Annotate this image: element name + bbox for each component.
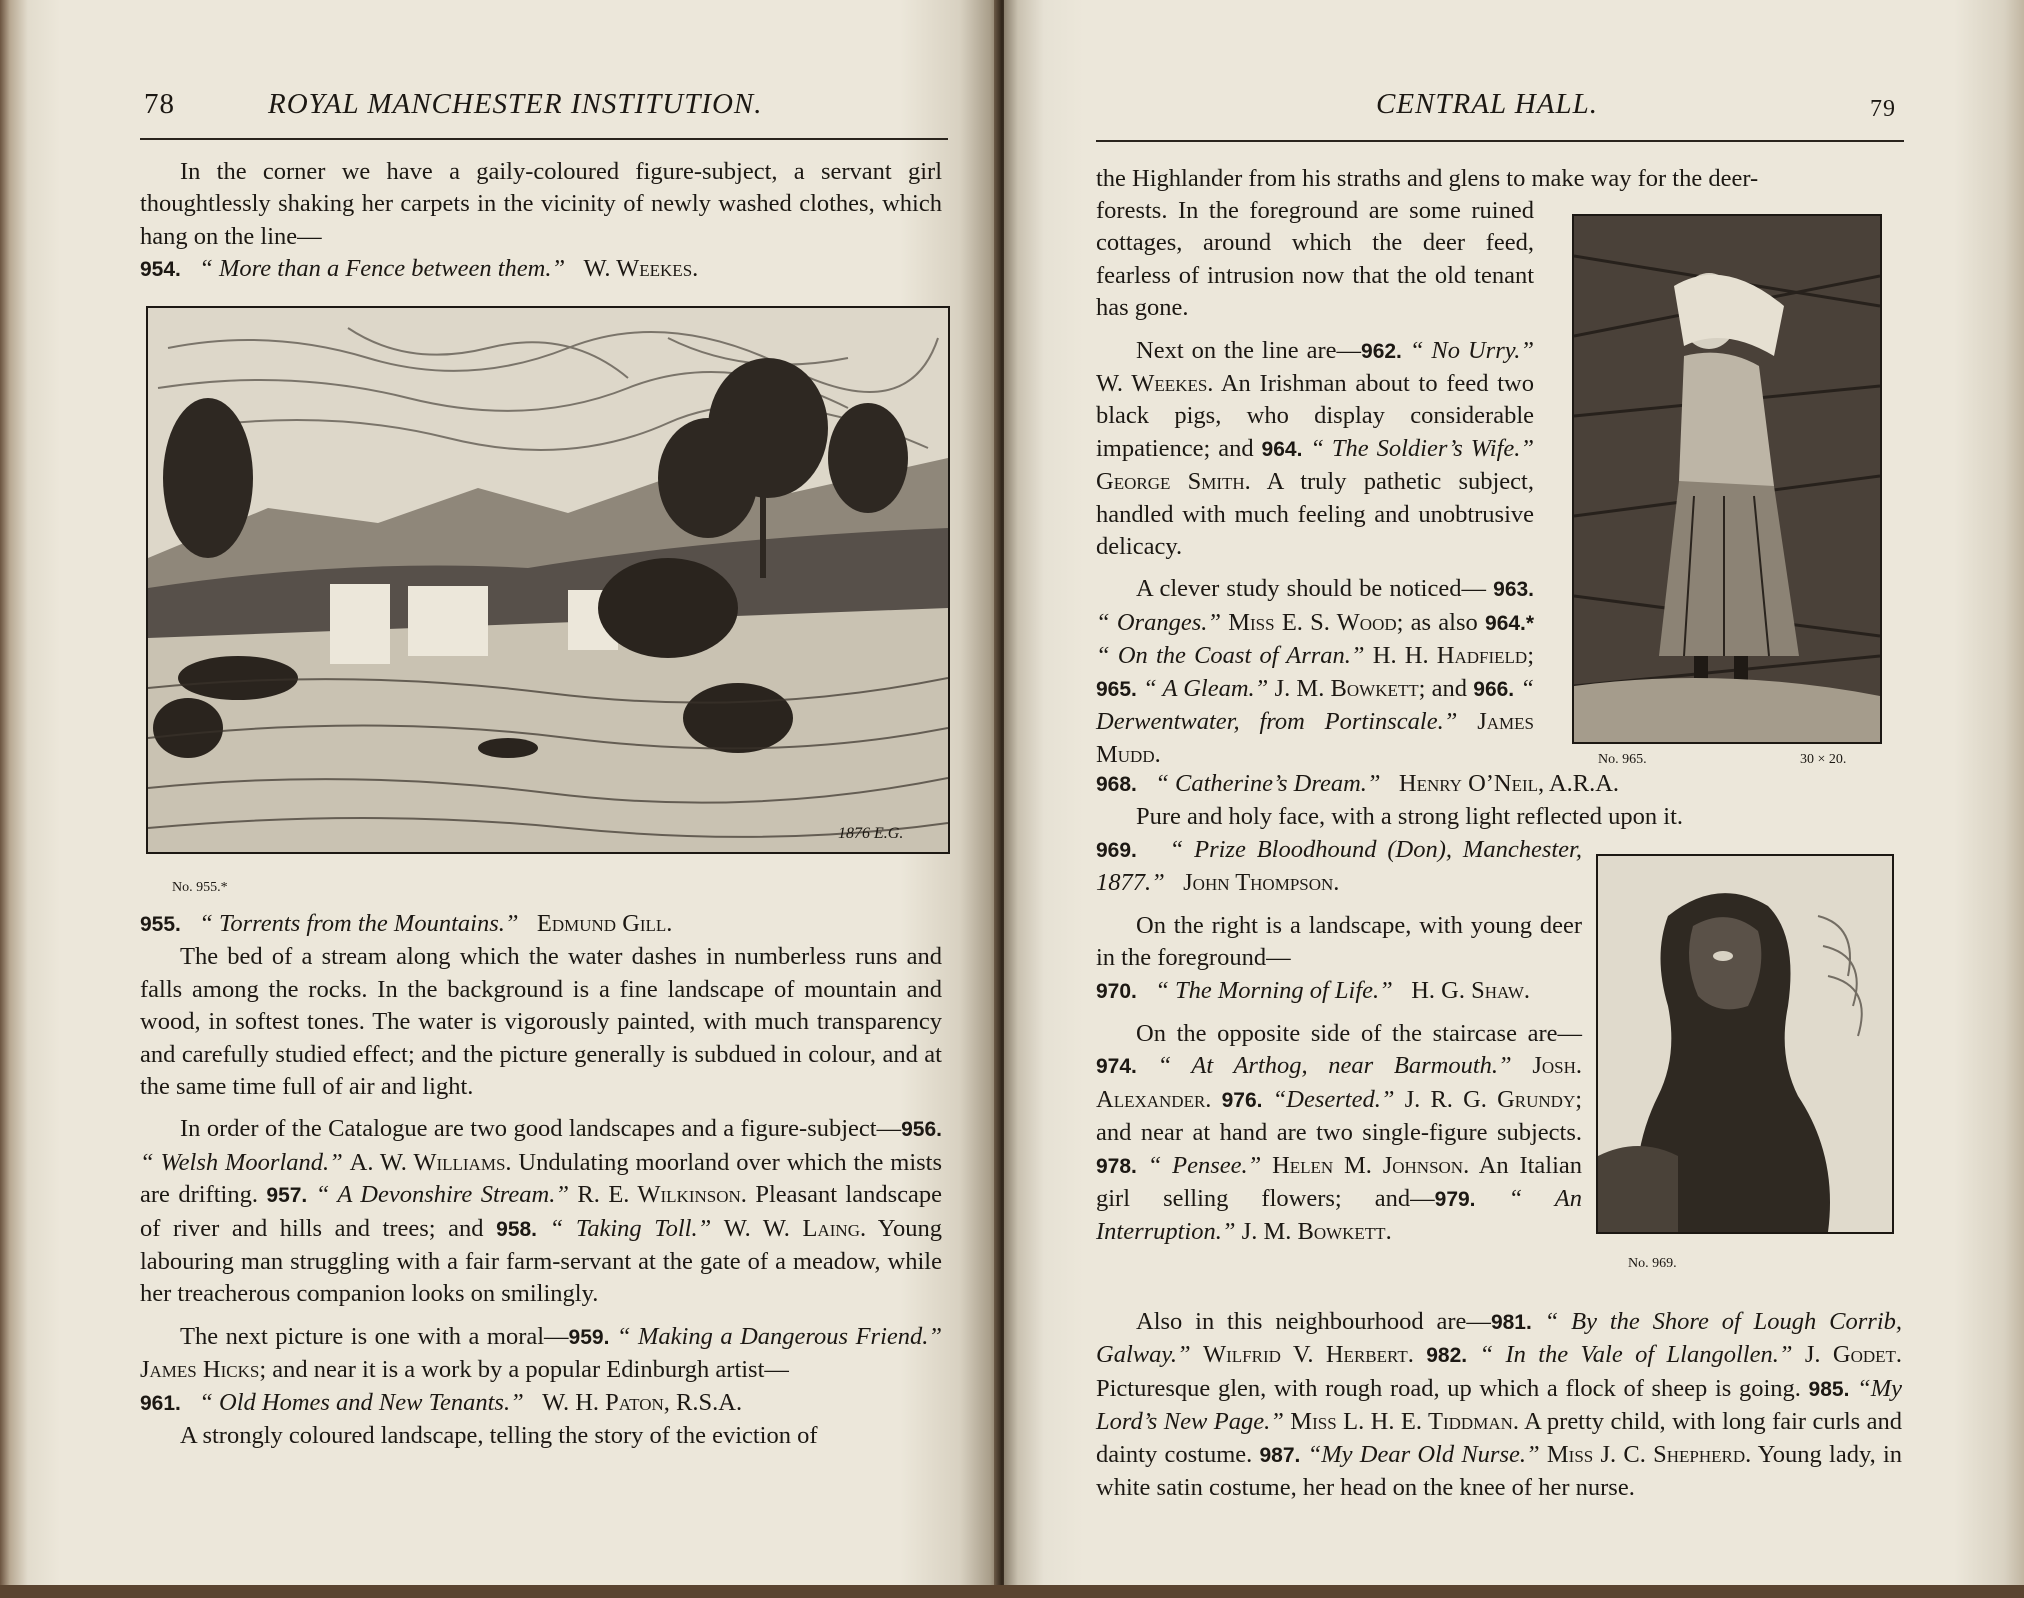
landscape-engraving xyxy=(148,308,948,852)
figure-caption-955: No. 955.* xyxy=(172,880,228,895)
paragraph: In the corner we have a gaily-coloured figure-subject, a servant girl thoughtlessly shaking her carpets in the vicinity of newly washed clothes, which hang on the line— xyxy=(140,158,942,250)
entry-970: 970. “ The Morning of Life.” H. G. Shaw. xyxy=(1096,976,1531,1004)
right-first-line: the Highlander from his straths and glens to make way for the deer- xyxy=(1096,165,1759,192)
right-page xyxy=(1004,0,2024,1598)
woman-figure-engraving xyxy=(1574,216,1880,742)
entry-955: 955. “ Torrents from the Mountains.” Edmund Gill. xyxy=(140,910,673,937)
paragraph-forests: forests. In the foreground are some ruined cottages, around which the deer feed, fearless of intrusion now that the old tenant has gone. xyxy=(1096,197,1534,322)
figure-size-965: 30 × 20. xyxy=(1800,752,1847,767)
figure-caption-969: No. 969. xyxy=(1628,1256,1677,1271)
figure-caption-965: No. 965. xyxy=(1598,752,1647,767)
page-number-left: 78 xyxy=(144,88,175,120)
entry-969: 969. “ Prize Bloodhound (Don), Manchester, 1877.” John Thompson. xyxy=(1096,836,1582,897)
paragraph-962: Next on the line are—962. “ No Urry.” W. Weekes. An Irishman about to feed two black pigs, who display considerable impatience; and 964. “ The Soldier’s Wife.” George Smith. A truly pathetic subject, handled with much feeling and unobtrusive delicacy. xyxy=(1096,336,1535,561)
paragraph-974: On the opposite side of the staircase are—974. “ At Arthog, near Barmouth.” Josh. Alexander. 976. “Deserted.” J. R. G. Grundy; and near at hand are two single-figure subjects. 978. “ Pensee.” Helen M. Johnson. An Italian girl selling flowers; and—979. “ An Interruption.” J. M. Bowkett. xyxy=(1096,1020,1583,1246)
paragraph-955: The bed of a stream along which the water dashes in numberless runs and falls among the rocks. In the background is a fine landscape of mountain and wood, in softest tones. The water is vigorously painted, with much transparency and carefully studied effect; and the picture generally is subdued in colour, and at the same time full of air and light. xyxy=(140,943,942,1101)
header-rule xyxy=(1096,140,1904,142)
illustration-gleam xyxy=(1572,214,1882,744)
right-text-bottom xyxy=(1096,1306,1902,1504)
left-text-bottom xyxy=(140,908,942,1453)
right-text-column-a xyxy=(1096,195,1534,771)
page-edge xyxy=(0,1585,2024,1598)
paragraph-956: In order of the Catalogue are two good landscapes and a figure-subject—956. “ Welsh Moorland.” A. W. Williams. Undulating moorland over which the mists are drifting. 957. “ A Devonshire Stream.” R. E. Wilkinson. Pleasant landscape of river and hills and trees; and 958. “ Taking Toll.” W. W. Laing. Young labouring man struggling with a fair farm-servant at the gate of a meadow, while her treacherous companion looks on smilingly. xyxy=(140,1115,943,1308)
engraving-signature: 1876 E.G. xyxy=(838,825,904,842)
paragraph-last: A strongly coloured landscape, telling the story of the eviction of xyxy=(180,1422,818,1450)
paragraph-963: A clever study should be noticed— 963. “ Oranges.” Miss E. S. Wood; as also 964.* “ On the Coast of Arran.” H. H. Hadfield; 965. “ A Gleam.” J. M. Bowkett; and 966. “ Derwentwater, from Portinscale.” James Mudd. xyxy=(1096,575,1535,768)
illustration-torrents xyxy=(146,306,950,854)
running-title-left: ROYAL MANCHESTER INSTITUTION. xyxy=(268,88,763,120)
page-number-right: 79 xyxy=(1870,96,1896,122)
entry-968: 968. “ Catherine’s Dream.” Henry O’Neil, A.R.A. xyxy=(1096,770,1620,797)
right-text-mid xyxy=(1096,768,1902,834)
paragraph-959: The next picture is one with a moral—959. “ Making a Dangerous Friend.” James Hicks; and near it is a work by a popular Edinburgh artist— xyxy=(140,1322,942,1384)
left-text-top xyxy=(140,156,942,287)
header-rule xyxy=(140,138,948,140)
line-968: Pure and holy face, with a strong light reflected upon it. xyxy=(1136,803,1684,831)
paragraph-970: On the right is a landscape, with young deer in the foreground— xyxy=(1096,911,1582,972)
entry-961: 961. “ Old Homes and New Tenants.” W. H. Paton, R.S.A. xyxy=(140,1388,743,1416)
entry-954: 954. “ More than a Fence between them.” W. Weekes. xyxy=(140,255,699,283)
bloodhound-engraving xyxy=(1598,856,1892,1232)
left-page xyxy=(0,0,1000,1598)
running-title-right: CENTRAL HALL. xyxy=(1376,88,1598,120)
illustration-bloodhound xyxy=(1596,854,1894,1234)
right-text-column-b xyxy=(1096,834,1582,1249)
paragraph-981: Also in this neighbourhood are—981. “ By the Shore of Lough Corrib, Galway.” Wilfrid V. Herbert. 982. “ In the Vale of Llangollen.” J. Godet. Picturesque glen, with rough road, up which a flock of sheep is going. 985. “My Lord’s New Page.” Miss L. H. E. Tiddman. A pretty child, with long fair curls and dainty costume. 987. “My Dear Old Nurse.” Miss J. C. Shepherd. Young lady, in white satin costume, her head on the knee of her nurse. xyxy=(1096,1308,1903,1502)
